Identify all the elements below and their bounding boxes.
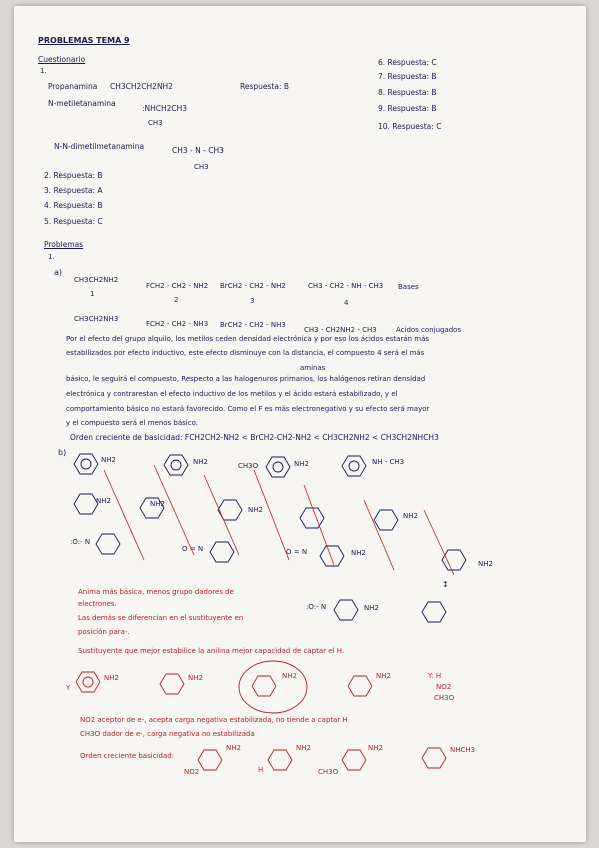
label-ch3o: CH3O <box>238 462 259 470</box>
answer-9: 9. Respuesta: B <box>378 104 437 113</box>
answer-1: Respuesta: B <box>240 82 290 91</box>
answer-4: 4. Respuesta: B <box>44 201 103 210</box>
nitro-ring-5 <box>332 598 362 622</box>
part-a-label: a) <box>54 268 63 277</box>
nitro-1: :O:- N <box>70 538 91 546</box>
final-sub-no2: NO2 <box>184 768 200 776</box>
benzene-ring-2 <box>162 453 192 477</box>
res-row2-nh2-2: NH2 <box>150 500 165 508</box>
y-res-nh2-2: NH2 <box>188 674 203 682</box>
section-cuestionario: Cuestionario <box>38 55 86 64</box>
name-propanamina: Propanamina <box>48 82 98 91</box>
final-nh2-3: NH2 <box>368 744 383 752</box>
nitro-nh2-3: NH2 <box>351 549 366 557</box>
answer-6: 6. Respuesta: C <box>378 58 437 67</box>
benzene-ring-3 <box>264 455 294 479</box>
base-number-1: 1 <box>90 290 95 298</box>
page-title: PROBLEMAS TEMA 9 <box>38 36 130 45</box>
final-ring-3 <box>340 748 370 772</box>
section-problemas: Problemas <box>44 240 84 249</box>
paragraph-line-3: básico, le seguirá el compuesto, Respecto a las halogenuros primarios, los halógenos retiran densidad <box>66 375 426 383</box>
y-res-nh2-3: NH2 <box>282 672 297 680</box>
label-nh-ch3: NH - CH3 <box>372 458 405 466</box>
note-no2: NO2 aceptor de e-, acepta carga negativa estabilizada, no tiende a captar H <box>80 716 348 724</box>
answer-5: 5. Respuesta: C <box>44 217 103 226</box>
final-nh2-1: NH2 <box>226 744 241 752</box>
final-ring-1 <box>196 748 226 772</box>
paragraph-line-1: Por el efecto del grupo alquilo, los metilos ceden densidad electrónica y por eso los ácidos estarán más <box>66 335 430 343</box>
formula-dimetilmetanamina: CH3 - N - CH3 <box>172 146 224 155</box>
part-b-label: b) <box>58 448 67 457</box>
acid-4: CH3 - CH2NH2 - CH3 <box>304 326 377 334</box>
resonance-ring-5 <box>372 508 402 532</box>
problem-1-number: 1. <box>48 253 55 261</box>
acids-label: Acidos conjugados <box>396 326 462 334</box>
paragraph-line-4: electrónica y contrarestan el efecto inductivo de los metilos y el ácido estará estabilizado, y el <box>66 390 398 398</box>
nitro-ring-4 <box>440 548 470 572</box>
base-2: FCH2 - CH2 - NH2 <box>146 282 209 290</box>
base-1: CH3CH2NH2 <box>74 276 119 284</box>
note-ch3o: CH3O dador de e-, carga negativa no estabilizada <box>80 730 255 738</box>
label-nh2-2: NH2 <box>193 458 208 466</box>
red-note-2: electrones. <box>78 600 117 608</box>
formula-n-metiletanamina: :NHCH2CH3 <box>142 104 188 113</box>
formula-n-metiletanamina-sub: CH3 <box>148 119 163 127</box>
answer-3: 3. Respuesta: A <box>44 186 103 195</box>
nitro-3: O = N <box>286 548 308 556</box>
red-note-4: posición para-. <box>78 628 130 636</box>
paragraph-line-2: estabilizados por efecto inductivo, este efecto disminuye con la distancia, el compuesto 4 será el más <box>66 349 425 357</box>
answer-8: 8. Respuesta: B <box>378 88 437 97</box>
res-row2-nh2-3: NH2 <box>248 506 263 514</box>
y-res-nh2-4: NH2 <box>376 672 391 680</box>
bases-label: Bases <box>398 283 419 291</box>
formula-propanamina: CH3CH2CH2NH2 <box>110 82 173 91</box>
label-aniline-nh2: NH2 <box>101 456 116 464</box>
red-note-3: Las demás se diferencian en el sustituyente en <box>78 614 244 622</box>
equilibrium-arrow: ↕ <box>442 580 449 589</box>
acid-3: BrCH2 - CH2 - NH3 <box>220 321 286 329</box>
final-ring-2 <box>266 748 296 772</box>
nitro-ring-3 <box>318 544 348 568</box>
res-row2-nh2-4: NH2 <box>403 512 418 520</box>
base-number-4: 4 <box>344 299 349 307</box>
base-4: CH3 - CH2 - NH - CH3 <box>308 282 384 290</box>
final-sub-h: H <box>258 766 264 774</box>
name-dimetilmetanamina: N-N-dimetilmetanamina <box>54 142 145 151</box>
answer-7: 7. Respuesta: B <box>378 72 437 81</box>
final-order-label: Orden creciente basicidad: <box>80 752 175 760</box>
nitro-nh2-4: NH2 <box>478 560 493 568</box>
item-1-number: 1. <box>40 67 47 75</box>
nitro-nh2-5: NH2 <box>364 604 379 612</box>
red-note-5: Sustituyente que mejor estabilice la anilina mejor capacidad de captar el H. <box>78 647 345 655</box>
nitro-2: O = N <box>182 545 204 553</box>
base-number-2: 2 <box>174 296 179 304</box>
paragraph-line-5: comportamiento básico no estará favorecido. Como el F es más electronegativo y su efecto será mayor <box>66 405 430 413</box>
basicity-order-a: Orden creciente de basicidad: FCH2CH2-NH2 < BrCH2-CH2-NH2 < CH3CH2NH2 < CH3CH2NHCH3 <box>70 433 439 442</box>
answer-2: 2. Respuesta: B <box>44 171 103 180</box>
y-res-nh2-1: NH2 <box>104 674 119 682</box>
y-list-h: Y: H <box>428 672 442 680</box>
benzene-ring-4 <box>340 454 370 478</box>
resonance-ring-4 <box>298 506 328 530</box>
label-nh2-3: NH2 <box>294 460 309 468</box>
y-ring-2 <box>158 672 188 696</box>
correction-word: aminas <box>300 364 326 372</box>
acid-1: CH3CH2NH3 <box>74 315 119 323</box>
answer-10: 10. Respuesta: C <box>378 122 442 131</box>
final-sub-ch3o: CH3O <box>318 768 339 776</box>
final-nh2-2: NH2 <box>296 744 311 752</box>
nitro-ring-2 <box>208 540 238 564</box>
nitro-ring-6 <box>420 600 450 624</box>
acid-2: FCH2 - CH2 - NH3 <box>146 320 209 328</box>
red-note-1: Anima más básica, menos grupo dadores de <box>78 588 234 596</box>
y-ring-4 <box>346 674 376 698</box>
base-number-3: 3 <box>250 297 255 305</box>
circled-resonance <box>238 660 308 714</box>
nitro-ring-1 <box>94 532 124 556</box>
final-nhch3: NHCH3 <box>450 746 476 754</box>
y-res-label: Y <box>66 684 71 692</box>
benzene-ring-aniline <box>72 452 102 476</box>
resonance-ring-3 <box>216 498 246 522</box>
y-list-no2: NO2 <box>436 683 452 691</box>
y-ring-1 <box>74 670 104 694</box>
name-n-metiletanamina: N-metiletanamina <box>48 99 116 108</box>
res-row2-nh2-1: NH2 <box>96 497 111 505</box>
final-ring-4 <box>420 746 450 770</box>
y-list-ch3o: CH3O <box>434 694 455 702</box>
base-3: BrCH2 - CH2 - NH2 <box>220 282 286 290</box>
formula-dimetilmetanamina-sub: CH3 <box>194 163 209 171</box>
nitro-4: :O:- N <box>306 603 327 611</box>
paragraph-line-6: y el compuesto será el menos básico. <box>66 419 198 427</box>
